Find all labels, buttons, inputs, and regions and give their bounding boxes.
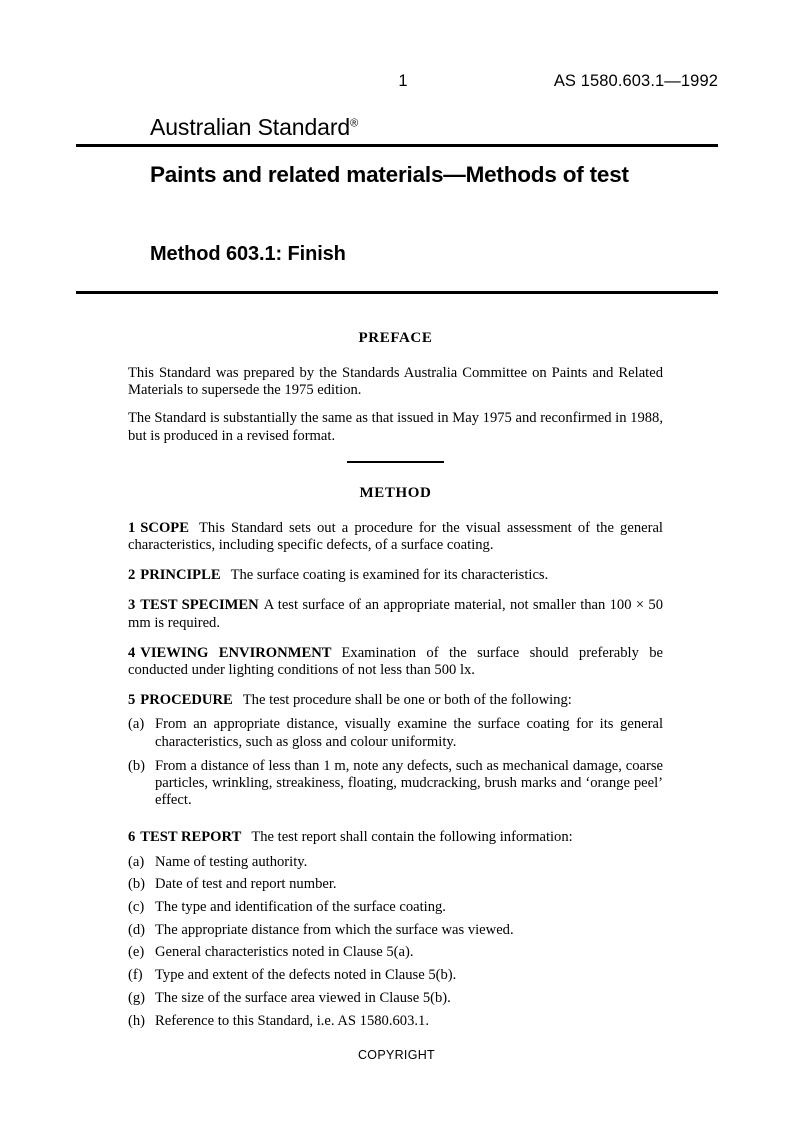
list-item-marker: (d) <box>128 921 146 938</box>
method-title: Method 603.1: Finish <box>150 243 346 265</box>
clause-6-text: The test report shall contain the following information: <box>251 829 573 846</box>
list-item-marker: (b) <box>128 757 146 774</box>
clause-4-number: 4 <box>128 644 136 661</box>
list-item <box>128 716 663 750</box>
list-item-marker: (b) <box>128 876 146 893</box>
title-rule-bottom <box>76 291 718 294</box>
list-item-marker: (g) <box>128 989 146 1006</box>
clause-3-name: TEST SPECIMEN <box>140 597 259 614</box>
list-item-marker: (a) <box>128 716 145 733</box>
preface-paragraph-2: The Standard is substantially the same as that issued in May 1975 and reconfirmed in 1988, but is produced in a revised format. <box>128 410 663 444</box>
list-item <box>128 967 663 984</box>
title-rule-top <box>76 144 718 147</box>
list-item-text: The appropriate distance from which the surface was viewed. <box>155 921 514 938</box>
list-item-text: The size of the surface area viewed in Clause 5(b). <box>155 989 451 1006</box>
body-column <box>128 330 663 1035</box>
registered-trademark-mark: ® <box>350 117 359 130</box>
document-title: Paints and related materials—Methods of test <box>150 162 629 187</box>
clause-4-text: Examination of the surface should preferably be conducted under lighting conditions of not less than 500 lx. <box>128 644 663 679</box>
page-number: 1 <box>398 72 408 90</box>
clause-3-text: A test surface of an appropriate material, not smaller than 100 × 50 mm is required. <box>128 597 663 631</box>
list-item <box>128 922 663 939</box>
method-heading: METHOD <box>359 484 432 501</box>
list-item-text: Name of testing authority. <box>155 853 308 870</box>
list-item-marker: (h) <box>128 1012 146 1029</box>
list-item-text: Reference to this Standard, i.e. AS 1580.603.1. <box>155 1012 429 1029</box>
running-header <box>76 72 718 94</box>
list-item <box>128 854 663 871</box>
standard-designation: AS 1580.603.1—1992 <box>553 72 718 90</box>
list-item <box>128 990 663 1007</box>
list-item <box>128 1013 663 1030</box>
list-item-text: From a distance of less than 1 m, note any defects, such as mechanical damage, coarse particles, wrinkling, streakiness, floating, mudcracking, brush marks and ‘orange peel’ effect. <box>155 757 663 809</box>
clause-2-text: The surface coating is examined for its characteristics. <box>230 567 549 584</box>
clause-2-name: PRINCIPLE <box>140 567 221 584</box>
list-item <box>128 876 663 893</box>
clause-2-principle <box>128 567 663 584</box>
clause-4-name: VIEWING ENVIRONMENT <box>140 644 332 661</box>
preface-paragraph-1: This Standard was prepared by the Standards Australia Committee on Paints and Related Materials to supersede the 1975 edition. <box>128 365 663 399</box>
clause-1-number: 1 <box>128 519 136 536</box>
clause-5-procedure <box>128 692 663 709</box>
clause-5-name: PROCEDURE <box>140 692 233 709</box>
procedure-list <box>128 716 663 809</box>
masthead-australian-standard <box>150 114 358 141</box>
list-item <box>128 944 663 961</box>
list-item-marker: (f) <box>128 967 143 984</box>
list-item-marker: (c) <box>128 899 145 916</box>
list-item-text: Date of test and report number. <box>155 876 337 893</box>
clause-3-number: 3 <box>128 597 136 614</box>
clause-4-viewing-environment <box>128 645 663 679</box>
clause-6-name: TEST REPORT <box>140 829 242 846</box>
clause-2-number: 2 <box>128 567 136 584</box>
clause-1-name: SCOPE <box>140 519 189 536</box>
list-item <box>128 899 663 916</box>
list-item-marker: (e) <box>128 944 145 961</box>
list-item-marker: (a) <box>128 853 145 870</box>
title-block <box>150 161 710 265</box>
list-item-text: General characteristics noted in Clause 5(a). <box>155 944 414 961</box>
page-footer: COPYRIGHT <box>357 1048 435 1062</box>
list-item-text: Type and extent of the defects noted in Clause 5(b). <box>155 967 457 984</box>
section-divider-rule <box>347 461 444 463</box>
clause-1-text: This Standard sets out a procedure for the visual assessment of the general characteristics, including specific defects, of a surface coating. <box>128 519 663 554</box>
clause-5-number: 5 <box>128 692 136 709</box>
masthead-text: Australian Standard <box>150 114 351 140</box>
list-item <box>128 758 663 810</box>
clause-1-scope <box>128 520 663 554</box>
preface-heading: PREFACE <box>358 330 433 346</box>
clause-5-text: The test procedure shall be one or both of the following: <box>242 692 572 709</box>
list-item-text: The type and identification of the surface coating. <box>155 899 446 916</box>
test-report-list <box>128 854 663 1030</box>
clause-3-test-specimen <box>128 597 663 631</box>
clause-6-number: 6 <box>128 829 136 846</box>
clause-6-test-report <box>128 829 663 846</box>
list-item-text: From an appropriate distance, visually examine the surface coating for its general characteristics, such as gloss and colour uniformity. <box>155 716 663 750</box>
